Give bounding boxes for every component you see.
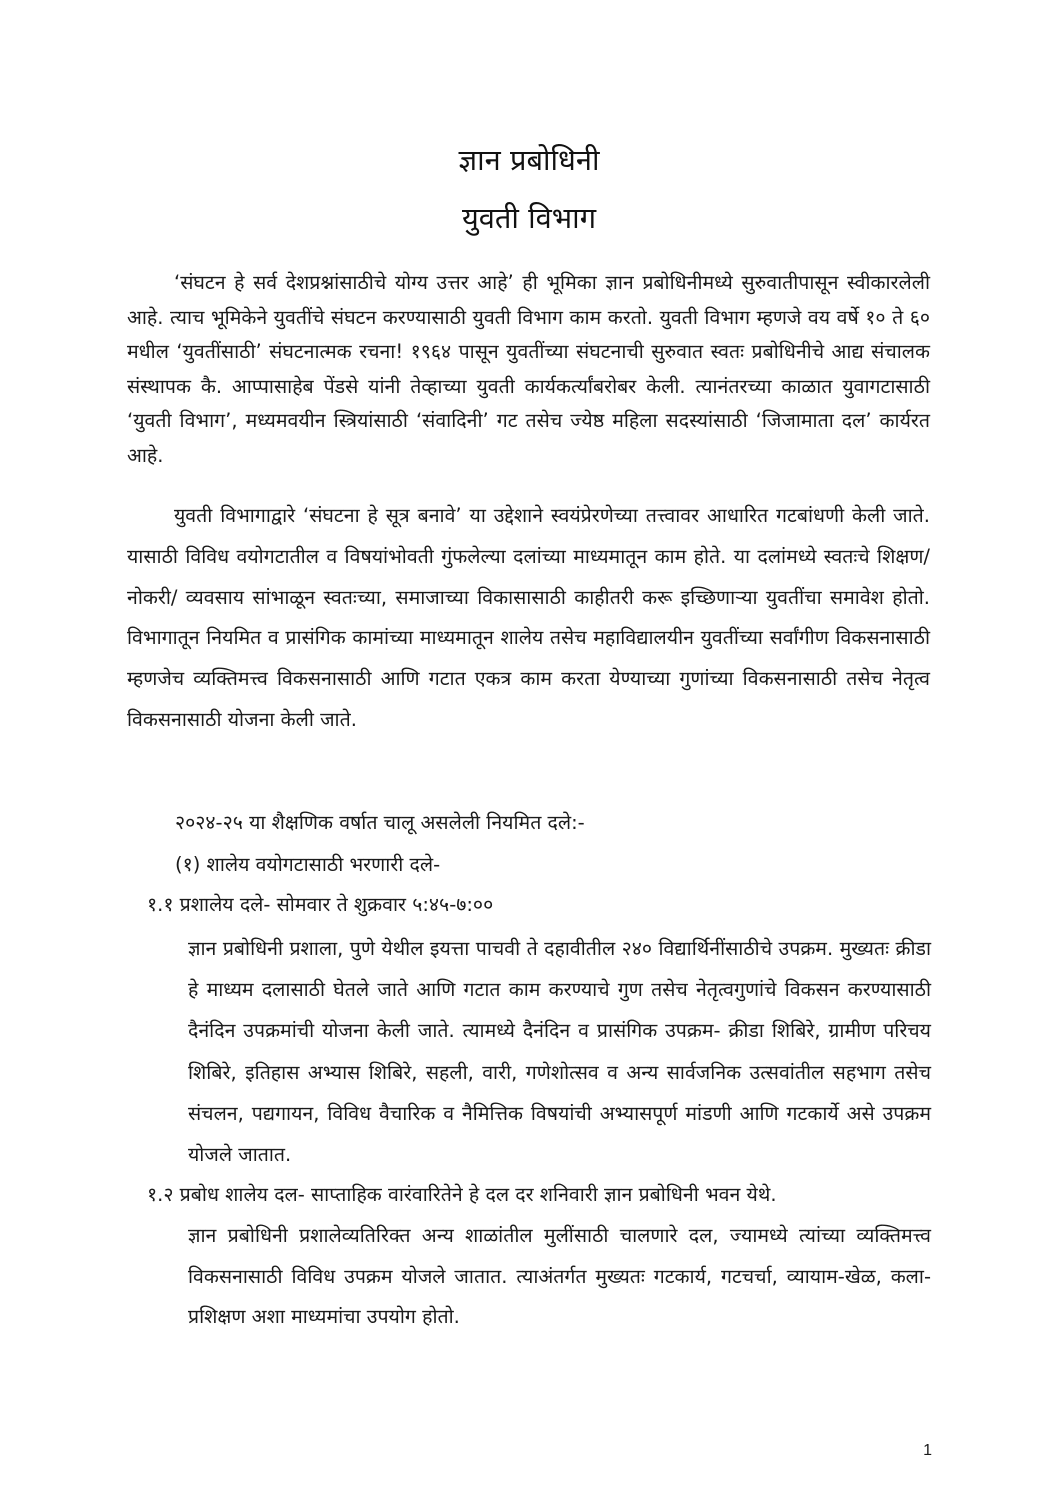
item-body: ज्ञान प्रबोधिनी प्रशालेव्यतिरिक्त अन्य शाळांतील मुलींसाठी चालणारे दल, ज्यामध्ये त्यांच्या व्यक्तिमत्त्व विकसनासाठी विविध उपक्रम योजले जातात. त्याअंतर्गत मुख्यतः गटकार्य, गटचर्चा, व्यायाम-खेळ, कला-प्रशिक्षण अशा माध्यमांचा उपयोग होतो.	[188, 1224, 931, 1328]
document-subtitle: युवती विभाग	[461, 201, 597, 235]
intro-paragraph: ‘संघटन हे सर्व देशप्रश्नांसाठीचे योग्य उत्तर आहे’ ही भूमिका ज्ञान प्रबोधिनीमध्ये सुरुवातीपासून स्वीकारलेली आहे. त्याच भूमिकेने युवतींचे संघटन करण्यासाठी युवती विभाग काम करतो. युवती विभाग म्हणजे वय वर्षे १० ते ६० मधील ‘युवतींसाठी’ संघटनात्मक रचना! १९६४ पासून युवतींच्या संघटनाची सुरुवात स्वतः प्रबोधिनीचे आद्य संचालक संस्थापक कै. आप्पासाहेब पेंडसे यांनी तेव्हाच्या युवती कार्यकर्त्यांबरोबर केली. त्यानंतरच्या काळात युवागटासाठी ‘युवती विभाग’, मध्यमवयीन स्त्रियांसाठी ‘संवादिनी’ गट तसेच ज्येष्ठ महिला सदस्यांसाठी ‘जिजामाता दल’ कार्यरत आहे.	[127, 271, 930, 467]
item-heading: १.१ प्रशालेय दले- सोमवार ते शुक्रवार ५:४५-७:००	[147, 893, 494, 916]
method-paragraph: युवती विभागाद्वारे ‘संघटना हे सूत्र बनावे’ या उद्देशाने स्वयंप्रेरणेच्या तत्त्वावर आधारित गटबांधणी केली जाते. यासाठी विविध वयोगटातील व विषयांभोवती गुंफलेल्या दलांच्या माध्यमातून काम होते. या दलांमध्ये स्वतःचे शिक्षण/ नोकरी/ व्यवसाय सांभाळून स्वतःच्या, समाजाच्या विकासासाठी काहीतरी करू इच्छिणाऱ्या युवतींचा समावेश होतो. विभागातून नियमित व प्रासंगिक कामांच्या माध्यमातून शालेय तसेच महाविद्यालयीन युवतींच्या सर्वांगीण विकसनासाठी म्हणजेच व्यक्तिमत्त्व विकसनासाठी आणि गटात एकत्र काम करता येण्याच्या गुणांच्या विकसनासाठी तसेच नेतृत्व विकसनासाठी योजना केली जाते.	[127, 504, 930, 731]
group-heading: (१) शालेय वयोगटासाठी भरणारी दले-	[175, 853, 441, 876]
item-body: ज्ञान प्रबोधिनी प्रशाला, पुणे येथील इयत्ता पाचवी ते दहावीतील २४० विद्यार्थिनींसाठीचे उपक्रम. मुख्यतः क्रीडा हे माध्यम दलासाठी घेतले जाते आणि गटात काम करण्याचे गुण तसेच नेतृत्वगुणांचे विकसन करण्यासाठी दैनंदिन उपक्रमांची योजना केली जाते. त्यामध्ये दैनंदिन व प्रासंगिक उपक्रम- क्रीडा शिबिरे, ग्रामीण परिचय शिबिरे, इतिहास अभ्यास शिबिरे, सहली, वारी, गणेशोत्सव व अन्य सार्वजनिक उत्सवांतील सहभाग तसेच संचलन, पद्यगायन, विविध वैचारिक व नैमित्तिक विषयांची अभ्यासपूर्ण मांडणी आणि गटकार्ये असे उपक्रम योजले जातात.	[188, 937, 931, 1167]
session-line: २०२४-२५ या शैक्षणिक वर्षात चालू असलेली नियमित दले:-	[175, 811, 585, 834]
document-title: ज्ञान प्रबोधिनी	[458, 143, 600, 177]
item-heading: १.२ प्रबोध शालेय दल- साप्ताहिक वारंवारितेने हे दल दर शनिवारी ज्ञान प्रबोधिनी भवन येथे.	[147, 1183, 777, 1206]
page-number: 1	[923, 1442, 932, 1459]
